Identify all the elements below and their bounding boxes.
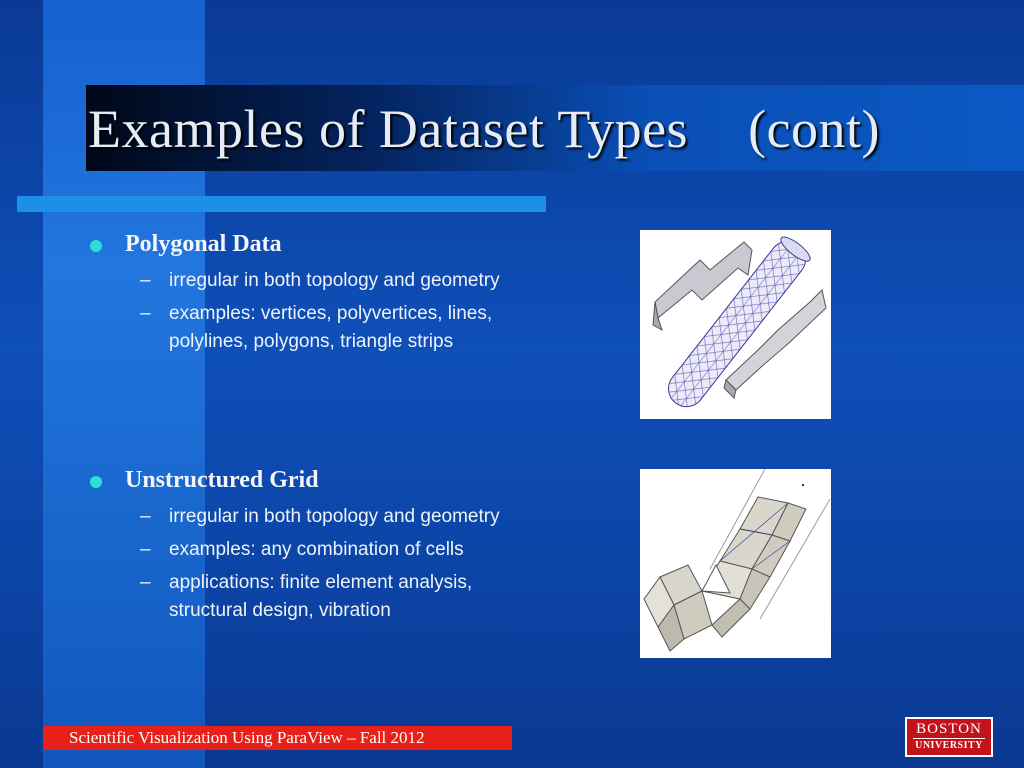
- sub-bullet-text: irregular in both topology and geometry: [169, 506, 500, 527]
- unstructured-grid-illustration: [640, 469, 831, 658]
- logo-line1: BOSTON: [916, 721, 982, 737]
- polygonal-mesh-illustration: [640, 230, 831, 419]
- sub-bullet-text: applications: finite element analysis, structural design, vibration: [169, 572, 473, 621]
- slide-title: [88, 98, 880, 160]
- slide-title-suffix: (cont): [748, 99, 881, 159]
- bullet-dot-icon: [90, 240, 102, 252]
- title-underline-bar: [17, 196, 546, 212]
- boston-university-logo: [905, 717, 993, 757]
- footer-bar: [43, 726, 512, 750]
- logo-divider: [913, 738, 985, 739]
- footer-text: Scientific Visualization Using ParaView – Fall 2012: [69, 728, 425, 747]
- dash-icon: –: [140, 506, 151, 527]
- slide-title-text: Examples of Dataset Types: [88, 99, 689, 159]
- dash-icon: –: [140, 572, 151, 593]
- bullet-dot-icon: [90, 476, 102, 488]
- sub-bullet-text: irregular in both topology and geometry: [169, 270, 500, 291]
- bullet-heading: Polygonal Data: [125, 231, 282, 257]
- logo-line2: UNIVERSITY: [915, 740, 983, 751]
- bullet-heading: Unstructured Grid: [125, 467, 319, 493]
- sub-bullet-text: examples: any combination of cells: [169, 539, 464, 560]
- polygonal-data-image: [640, 230, 831, 419]
- sub-bullet-text: examples: vertices, polyvertices, lines, polylines, polygons, triangle strips: [169, 303, 493, 352]
- dash-icon: –: [140, 539, 151, 560]
- dash-icon: –: [140, 270, 151, 291]
- dash-icon: –: [140, 303, 151, 324]
- unstructured-grid-image: [640, 469, 831, 658]
